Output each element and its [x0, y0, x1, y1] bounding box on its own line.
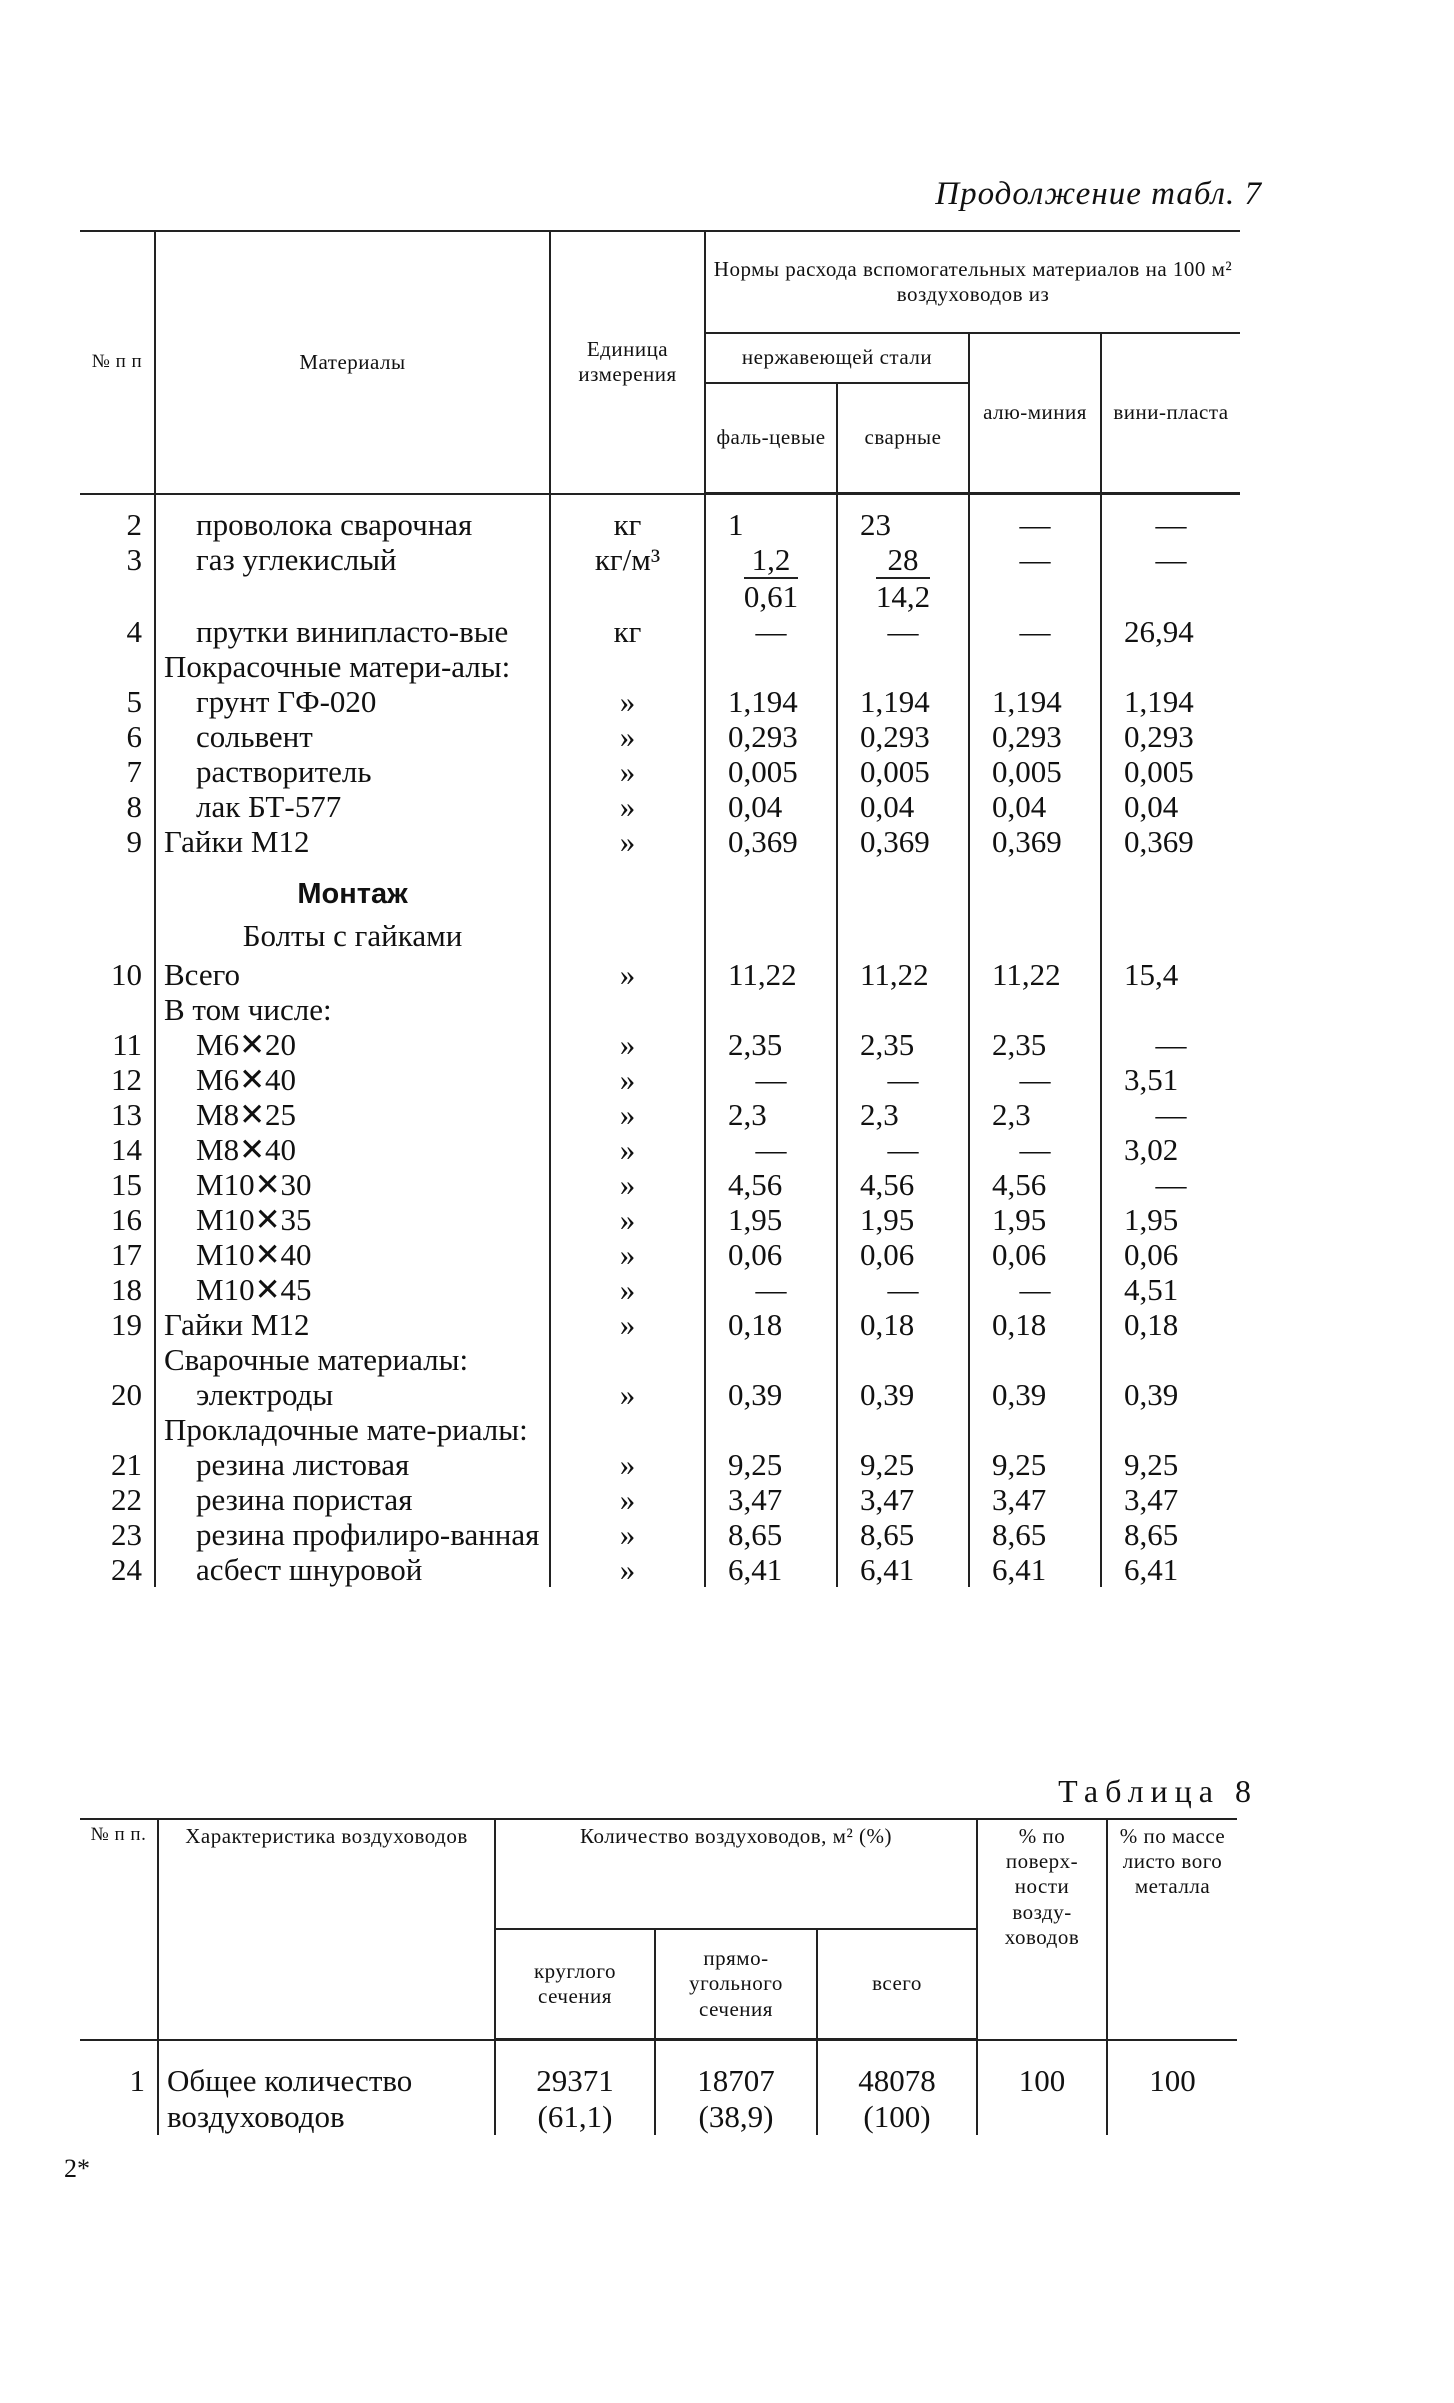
table-row [80, 494, 1240, 543]
t8-header-num: № п п. [80, 1819, 158, 2040]
row-num: 18 [111, 1272, 142, 1307]
fraction [876, 542, 930, 614]
percent: (38,9) [698, 2099, 774, 2134]
row-value: 6,41 [1101, 1552, 1240, 1587]
table-row [80, 1237, 1240, 1272]
row-name: Общее количество воздуховодов [158, 2040, 495, 2136]
row-value: 4,56 [837, 1167, 969, 1202]
table-row [80, 1097, 1240, 1132]
row-value: 0,293 [837, 719, 969, 754]
row-value [1101, 859, 1240, 918]
table-row [80, 719, 1240, 754]
numerator: 1,2 [744, 542, 798, 579]
row-value: 0,39 [837, 1377, 969, 1412]
row-value: 3,02 [1101, 1132, 1240, 1167]
page-marker: 2* [64, 2154, 90, 2183]
row-value: 0,005 [1101, 754, 1240, 789]
row-value [837, 859, 969, 918]
percent: (100) [863, 2099, 931, 2134]
row-value: 0,18 [969, 1307, 1101, 1342]
table-row [80, 614, 1240, 649]
row-value: — [969, 1062, 1101, 1097]
row-value: 8,65 [1101, 1517, 1240, 1552]
row-name: растворитель [155, 754, 550, 789]
row-value [969, 649, 1101, 684]
row-name: электроды [155, 1377, 550, 1412]
row-num: 10 [111, 957, 142, 992]
row-value: 0,39 [969, 1377, 1101, 1412]
row-num: 2 [126, 506, 142, 542]
row-value [705, 649, 837, 684]
table-row [80, 824, 1240, 859]
row-value: 0,293 [705, 719, 837, 754]
row-value: — [969, 614, 1101, 649]
row-value: 0,18 [837, 1307, 969, 1342]
row-value: 0,39 [1101, 1377, 1240, 1412]
row-name: М8✕40 [155, 1132, 550, 1167]
row-value: 4,56 [969, 1167, 1101, 1202]
row-value: 0,39 [705, 1377, 837, 1412]
row-unit: кг [550, 494, 705, 543]
row-value: 2,35 [705, 1027, 837, 1062]
row-value: 0,06 [837, 1237, 969, 1272]
row-value: — [969, 1272, 1101, 1307]
row-value: 8,65 [705, 1517, 837, 1552]
table-8 [80, 1818, 1237, 2135]
row-value [1101, 992, 1240, 1027]
row-name: Всего [155, 957, 550, 992]
header-vinyl: вини-пласта [1101, 333, 1240, 494]
row-value: 26,94 [1101, 614, 1240, 649]
row-value: — [705, 1062, 837, 1097]
row-value: 0,06 [969, 1237, 1101, 1272]
row-unit: » [550, 1307, 705, 1342]
row-num: 8 [126, 789, 142, 824]
t8-header-total: всего [817, 1929, 977, 2040]
table-row [80, 957, 1240, 992]
t8-header-char: Характеристика воздуховодов [158, 1819, 495, 2040]
row-value: — [837, 1062, 969, 1097]
row-unit: » [550, 1272, 705, 1307]
row-value: 11,22 [969, 957, 1101, 992]
row-value: 0,369 [1101, 824, 1240, 859]
header-norms: Нормы расхода вспомогательных материалов на 100 м² воздуховодов из [705, 231, 1240, 333]
row-value: 9,25 [705, 1447, 837, 1482]
row-value: 1,95 [837, 1202, 969, 1237]
row-name: Гайки М12 [155, 824, 550, 859]
row-name: прутки винипласто-вые [155, 614, 550, 649]
row-unit: » [550, 1517, 705, 1552]
cell-total [817, 2040, 977, 2136]
row-value: — [837, 1272, 969, 1307]
row-num: 21 [111, 1447, 142, 1482]
row-unit: » [550, 957, 705, 992]
row-value: 8,65 [837, 1517, 969, 1552]
table-row [80, 1552, 1240, 1587]
row-value: 0,06 [1101, 1237, 1240, 1272]
row-num [80, 918, 155, 957]
row-value [837, 542, 969, 614]
row-value: 0,005 [969, 754, 1101, 789]
row-num: 5 [126, 684, 142, 719]
row-unit [550, 992, 705, 1027]
row-num: 15 [111, 1167, 142, 1202]
row-value [705, 1342, 837, 1377]
row-value: 9,25 [837, 1447, 969, 1482]
table-7-body [80, 494, 1240, 1588]
row-num: 4 [126, 614, 142, 649]
row-unit: » [550, 754, 705, 789]
table-row [80, 542, 1240, 614]
row-num: 6 [126, 719, 142, 754]
row-value [1101, 649, 1240, 684]
value: 18707 [697, 2063, 775, 2098]
row-value [1101, 918, 1240, 957]
table-row [80, 1377, 1240, 1412]
row-unit: » [550, 1552, 705, 1587]
row-value: 9,25 [969, 1447, 1101, 1482]
row-value: 2,3 [969, 1097, 1101, 1132]
row-value: 1 [705, 494, 837, 543]
row-value: 1,95 [705, 1202, 837, 1237]
row-num: 1 [129, 2062, 145, 2098]
table-row [80, 2040, 1237, 2136]
row-value: 0,005 [705, 754, 837, 789]
row-name: Прокладочные мате-риалы: [155, 1412, 550, 1447]
row-value: 0,369 [837, 824, 969, 859]
row-num: 22 [111, 1482, 142, 1517]
t8-header-qty: Количество воздуховодов, м² (%) [495, 1819, 977, 1929]
row-value: 11,22 [837, 957, 969, 992]
row-value: 11,22 [705, 957, 837, 992]
percent: (61,1) [537, 2099, 613, 2134]
row-unit: » [550, 1062, 705, 1097]
row-unit [550, 918, 705, 957]
row-num: 9 [126, 824, 142, 859]
table-row [80, 1167, 1240, 1202]
row-name: лак БТ-577 [155, 789, 550, 824]
row-unit: » [550, 1202, 705, 1237]
row-value: 0,04 [837, 789, 969, 824]
row-value: 6,41 [837, 1552, 969, 1587]
row-num [80, 859, 155, 918]
cell-pct-mass: 100 [1107, 2040, 1237, 2136]
row-value: 23 [837, 494, 969, 543]
row-value: — [1101, 1027, 1240, 1062]
row-name: Покрасочные матери-алы: [155, 649, 550, 684]
table-row [80, 1202, 1240, 1237]
table-row [80, 1447, 1240, 1482]
fraction [744, 542, 798, 614]
row-value: 8,65 [969, 1517, 1101, 1552]
row-value: 2,35 [969, 1027, 1101, 1062]
row-name: резина профилиро-ванная [155, 1517, 550, 1552]
row-value [969, 1342, 1101, 1377]
cell-pct-surface: 100 [977, 2040, 1107, 2136]
t8-header-pct-mass: % по массе листо вого металла [1107, 1819, 1237, 2040]
table-row [80, 1482, 1240, 1517]
row-value: 4,56 [705, 1167, 837, 1202]
numerator: 28 [876, 542, 930, 579]
row-num: 20 [111, 1377, 142, 1412]
table-row [80, 649, 1240, 684]
cell-round [495, 2040, 655, 2136]
table-row [80, 859, 1240, 918]
row-value: 6,41 [705, 1552, 837, 1587]
row-value [1101, 1412, 1240, 1447]
row-value [837, 992, 969, 1027]
row-unit: » [550, 1097, 705, 1132]
row-name: М8✕25 [155, 1097, 550, 1132]
row-num: 17 [111, 1237, 142, 1272]
row-value: — [969, 1132, 1101, 1167]
row-value: 1,95 [969, 1202, 1101, 1237]
row-value [705, 918, 837, 957]
row-num: 24 [111, 1552, 142, 1587]
row-name: грунт ГФ-020 [155, 684, 550, 719]
row-name: асбест шнуровой [155, 1552, 550, 1587]
row-value: 2,35 [837, 1027, 969, 1062]
row-value: — [969, 542, 1101, 614]
row-name: М10✕35 [155, 1202, 550, 1237]
row-num: 16 [111, 1202, 142, 1237]
row-name: М10✕40 [155, 1237, 550, 1272]
row-name: сольвент [155, 719, 550, 754]
row-value: 0,293 [1101, 719, 1240, 754]
row-num: 11 [112, 1027, 142, 1062]
row-value: — [705, 1272, 837, 1307]
row-value: 1,194 [1101, 684, 1240, 719]
row-num: 14 [111, 1132, 142, 1167]
row-name: проволока сварочная [155, 494, 550, 543]
row-value: 15,4 [1101, 957, 1240, 992]
table-row [80, 1272, 1240, 1307]
table-row [80, 1132, 1240, 1167]
table-row [80, 1027, 1240, 1062]
row-value: 6,41 [969, 1552, 1101, 1587]
table-row [80, 992, 1240, 1027]
row-value: 3,51 [1101, 1062, 1240, 1097]
row-value: 1,95 [1101, 1202, 1240, 1237]
denominator: 0,61 [743, 579, 799, 614]
row-num: 23 [111, 1517, 142, 1552]
row-num [80, 992, 155, 1027]
row-value: — [1101, 494, 1240, 543]
row-name: М6✕20 [155, 1027, 550, 1062]
header-materials: Материалы [155, 231, 550, 494]
row-value [837, 1412, 969, 1447]
row-name: Гайки М12 [155, 1307, 550, 1342]
row-unit: » [550, 1377, 705, 1412]
table-row [80, 1517, 1240, 1552]
row-value: 3,47 [837, 1482, 969, 1517]
row-num: 7 [126, 754, 142, 789]
header-welded: сварные [837, 383, 969, 494]
row-name: резина пористая [155, 1482, 550, 1517]
header-aluminium: алю-миния [969, 333, 1101, 494]
row-value [837, 1342, 969, 1377]
row-value: 9,25 [1101, 1447, 1240, 1482]
row-value [969, 1412, 1101, 1447]
row-value: 0,369 [705, 824, 837, 859]
row-num: 19 [111, 1307, 142, 1342]
row-value [837, 918, 969, 957]
table-7-caption: Продолжение табл. 7 [935, 176, 1262, 212]
row-value [969, 918, 1101, 957]
row-value: 2,3 [705, 1097, 837, 1132]
row-value [969, 859, 1101, 918]
row-value: 2,3 [837, 1097, 969, 1132]
row-unit: » [550, 1237, 705, 1272]
cell-rect [655, 2040, 817, 2136]
row-name: газ углекислый [155, 542, 550, 614]
section-heading: Монтаж [155, 859, 550, 918]
row-num: 3 [126, 542, 142, 577]
table-row [80, 1342, 1240, 1377]
table-row [80, 918, 1240, 957]
row-name: М6✕40 [155, 1062, 550, 1097]
row-value: 1,194 [837, 684, 969, 719]
table-7 [80, 230, 1240, 1587]
row-unit: » [550, 789, 705, 824]
row-unit [550, 859, 705, 918]
header-unit: Единица измерения [550, 231, 705, 494]
row-num [80, 649, 155, 684]
section-subheading: Болты с гайками [155, 918, 550, 957]
table-row [80, 1412, 1240, 1447]
t8-header-pct-surface: % по поверх-ности возду-ховодов [977, 1819, 1107, 2040]
row-value: 1,194 [969, 684, 1101, 719]
row-num [80, 1412, 155, 1447]
row-value: 3,47 [969, 1482, 1101, 1517]
table-row [80, 789, 1240, 824]
row-value: 0,293 [969, 719, 1101, 754]
row-value: 0,04 [1101, 789, 1240, 824]
row-unit [550, 1342, 705, 1377]
row-value [705, 542, 837, 614]
row-value: — [1101, 542, 1240, 614]
table-8-caption: Таблица 8 [1058, 1773, 1258, 1809]
value: 29371 [536, 2063, 614, 2098]
row-value: — [705, 1132, 837, 1167]
row-value: 0,369 [969, 824, 1101, 859]
row-value: 4,51 [1101, 1272, 1240, 1307]
row-value: — [969, 494, 1101, 543]
header-stainless: нержавеющей стали [705, 333, 969, 383]
row-value [705, 992, 837, 1027]
row-unit: » [550, 684, 705, 719]
row-num: 13 [111, 1097, 142, 1132]
t8-header-round: круглого сечения [495, 1929, 655, 2040]
denominator: 14,2 [875, 579, 931, 614]
row-value [969, 992, 1101, 1027]
row-value: 0,04 [969, 789, 1101, 824]
t8-header-rect: прямо-угольного сечения [655, 1929, 817, 2040]
row-name: М10✕30 [155, 1167, 550, 1202]
row-name: Сварочные материалы: [155, 1342, 550, 1377]
row-unit [550, 1412, 705, 1447]
row-value: — [1101, 1167, 1240, 1202]
row-value [705, 859, 837, 918]
row-value: — [837, 1132, 969, 1167]
row-unit: кг/м³ [550, 542, 705, 614]
row-unit: кг [550, 614, 705, 649]
row-value: — [837, 614, 969, 649]
row-unit: » [550, 1132, 705, 1167]
table-row [80, 684, 1240, 719]
row-value: 0,06 [705, 1237, 837, 1272]
row-value: — [1101, 1097, 1240, 1132]
row-name: В том числе: [155, 992, 550, 1027]
row-value: 0,18 [705, 1307, 837, 1342]
row-value [705, 1412, 837, 1447]
row-value [1101, 1342, 1240, 1377]
table-row [80, 754, 1240, 789]
table-row [80, 1307, 1240, 1342]
row-num [80, 1342, 155, 1377]
row-num: 12 [111, 1062, 142, 1097]
row-unit: » [550, 719, 705, 754]
row-value: 0,005 [837, 754, 969, 789]
row-value: 3,47 [1101, 1482, 1240, 1517]
row-unit: » [550, 824, 705, 859]
row-unit: » [550, 1167, 705, 1202]
row-unit: » [550, 1482, 705, 1517]
row-value [837, 649, 969, 684]
table-row [80, 1062, 1240, 1097]
row-name: резина листовая [155, 1447, 550, 1482]
row-unit: » [550, 1447, 705, 1482]
row-value: 0,18 [1101, 1307, 1240, 1342]
value: 48078 [858, 2063, 936, 2098]
row-value: 3,47 [705, 1482, 837, 1517]
row-value: 1,194 [705, 684, 837, 719]
row-value: — [705, 614, 837, 649]
row-value: 0,04 [705, 789, 837, 824]
header-folded: фаль-цевые [705, 383, 837, 494]
row-name: М10✕45 [155, 1272, 550, 1307]
row-unit [550, 649, 705, 684]
row-unit: » [550, 1027, 705, 1062]
header-num: № п п [80, 231, 155, 494]
